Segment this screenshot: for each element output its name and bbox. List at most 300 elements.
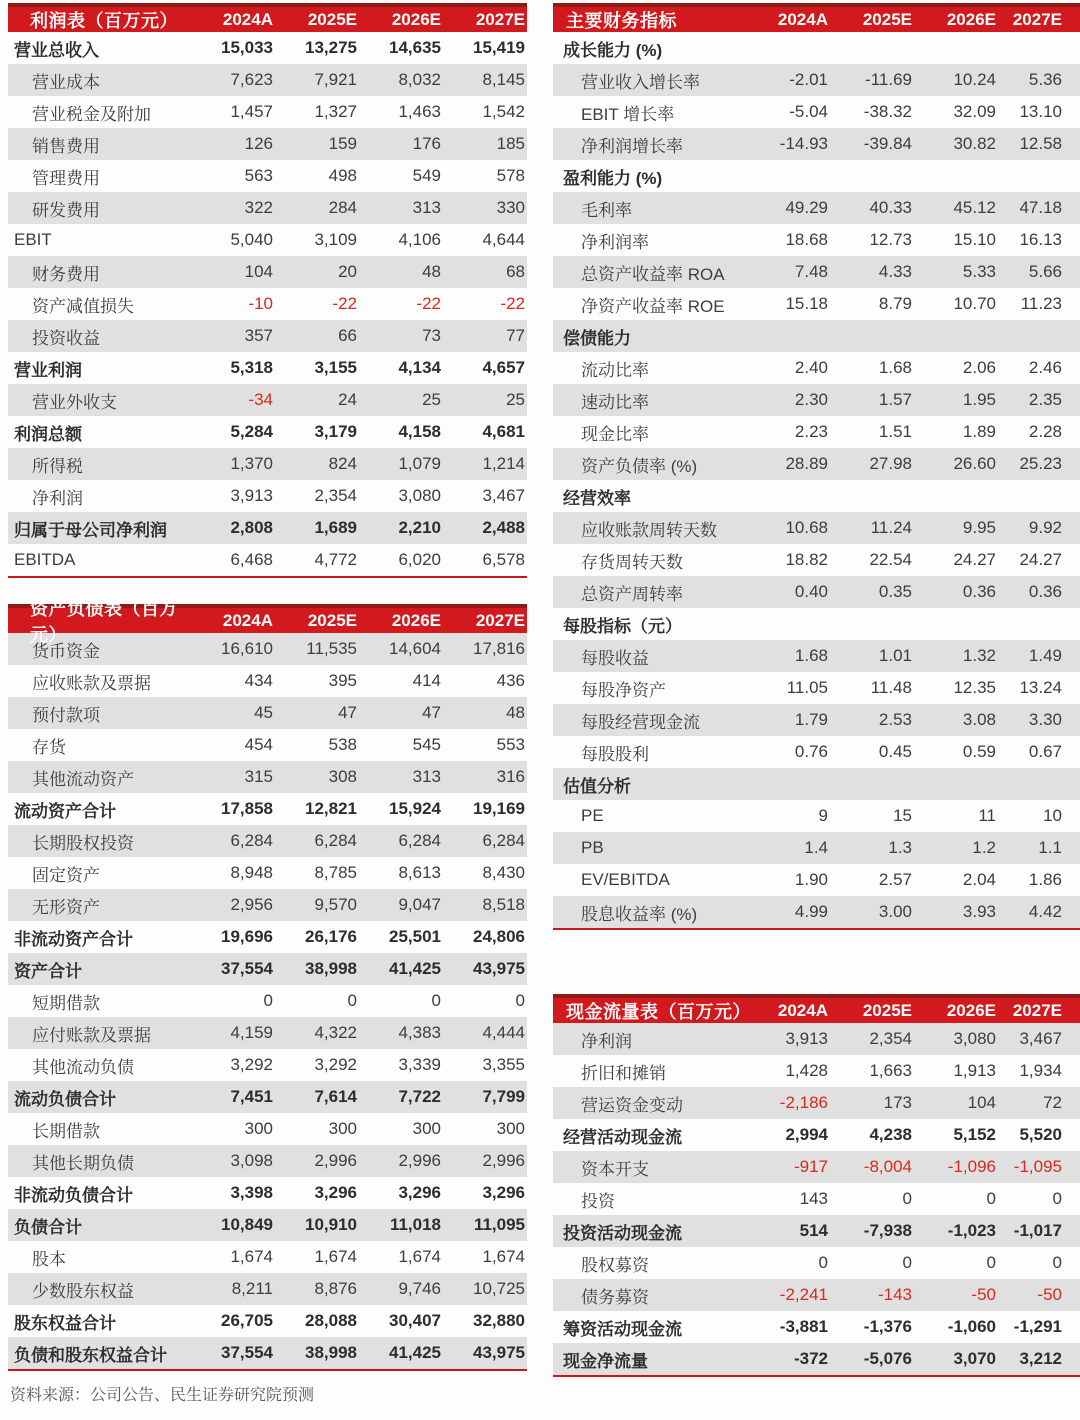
cell-value: 8,032 bbox=[398, 70, 441, 89]
cell-value: 11.24 bbox=[870, 518, 912, 537]
cell-value: 1.79 bbox=[794, 710, 828, 729]
cell-value: 17,816 bbox=[473, 639, 525, 658]
cell-value: 38,998 bbox=[305, 1343, 357, 1362]
table-row bbox=[8, 1337, 527, 1369]
cell-value: 0 bbox=[1052, 1253, 1062, 1272]
cell-value: 0 bbox=[986, 1253, 996, 1272]
cell-value: 1,542 bbox=[482, 102, 525, 121]
row-label: 营业成本 bbox=[32, 72, 100, 92]
cell-value: 0 bbox=[431, 991, 441, 1010]
cell-value: 47.18 bbox=[1019, 198, 1062, 217]
row-label: 销售费用 bbox=[32, 136, 100, 156]
cell-value: 3,109 bbox=[314, 230, 357, 249]
cell-value: 22.54 bbox=[869, 550, 912, 569]
cell-value: 7,799 bbox=[482, 1087, 525, 1106]
cell-value: 16.13 bbox=[1019, 230, 1062, 249]
cell-value: 0 bbox=[818, 1253, 828, 1272]
cell-value: 26.60 bbox=[953, 454, 996, 473]
row-label: 长期股权投资 bbox=[32, 833, 134, 853]
cell-value: 10.24 bbox=[953, 70, 996, 89]
table-row bbox=[8, 384, 527, 416]
cell-value: 10,849 bbox=[221, 1215, 273, 1234]
table-row bbox=[8, 448, 527, 480]
row-label: 每股经营现金流 bbox=[581, 712, 700, 732]
table-row bbox=[8, 288, 527, 320]
table-row bbox=[8, 256, 527, 288]
table-row bbox=[553, 288, 1080, 320]
column-header: 2024A bbox=[222, 9, 273, 29]
row-label: 其他流动负债 bbox=[32, 1057, 134, 1077]
cell-value: 4,772 bbox=[314, 550, 357, 569]
cell-value: -5.04 bbox=[789, 102, 828, 121]
table-row bbox=[553, 640, 1080, 672]
cell-value: 2.06 bbox=[962, 358, 996, 377]
row-label: 投资收益 bbox=[32, 328, 100, 348]
row-label: 短期借款 bbox=[32, 993, 100, 1013]
cell-value: -22 bbox=[332, 294, 357, 313]
cell-value: 1,913 bbox=[953, 1061, 996, 1080]
cell-value: 143 bbox=[799, 1189, 828, 1208]
cell-value: 330 bbox=[496, 198, 525, 217]
cell-value: -143 bbox=[877, 1285, 912, 1304]
table-row bbox=[553, 352, 1080, 384]
table-row bbox=[553, 800, 1080, 832]
cell-value: 434 bbox=[244, 671, 273, 690]
table-row bbox=[553, 1119, 1080, 1151]
cell-value: 45.12 bbox=[953, 198, 996, 217]
cell-value: 5,284 bbox=[230, 422, 273, 441]
table-row bbox=[8, 1113, 527, 1145]
table-row bbox=[8, 697, 527, 729]
cell-value: 8,613 bbox=[398, 863, 441, 882]
cell-value: 1.49 bbox=[1028, 646, 1062, 665]
cell-value: 538 bbox=[328, 735, 357, 754]
row-label: EBITDA bbox=[14, 550, 76, 569]
row-label: PE bbox=[581, 806, 604, 825]
cell-value: 0.45 bbox=[878, 742, 912, 761]
table-row bbox=[553, 256, 1080, 288]
cell-value: 12.58 bbox=[1019, 134, 1062, 153]
cell-value: 77 bbox=[506, 326, 525, 345]
cell-value: 16,610 bbox=[221, 639, 273, 658]
cell-value: 9.95 bbox=[962, 518, 996, 537]
cell-value: 12.73 bbox=[869, 230, 912, 249]
table-row bbox=[8, 761, 527, 793]
cell-value: 0.40 bbox=[794, 582, 828, 601]
table-row bbox=[553, 512, 1080, 544]
cell-value: 8,211 bbox=[231, 1279, 273, 1298]
cell-value: 10.70 bbox=[953, 294, 996, 313]
column-header: 2024A bbox=[777, 1000, 828, 1020]
cell-value: 4,681 bbox=[482, 422, 525, 441]
cell-value: 3,098 bbox=[230, 1151, 273, 1170]
table-header bbox=[553, 994, 1080, 1023]
cell-value: 0 bbox=[902, 1253, 912, 1272]
cell-value: -2.01 bbox=[789, 70, 828, 89]
cell-value: -1,096 bbox=[947, 1157, 996, 1176]
table-row bbox=[8, 352, 527, 384]
cell-value: 8,876 bbox=[314, 1279, 357, 1298]
cell-value: 3,296 bbox=[314, 1183, 357, 1202]
cell-value: 104 bbox=[244, 262, 273, 281]
row-label: 所得税 bbox=[32, 456, 83, 476]
cell-value: 32.09 bbox=[953, 102, 996, 121]
cell-value: 3.30 bbox=[1028, 710, 1062, 729]
cell-value: 2.28 bbox=[1028, 422, 1062, 441]
cell-value: 1.57 bbox=[878, 390, 912, 409]
cell-value: 30,407 bbox=[389, 1311, 441, 1330]
column-header: 2026E bbox=[946, 9, 996, 29]
table-row bbox=[553, 224, 1080, 256]
row-label: 股本 bbox=[32, 1249, 66, 1269]
cell-value: 9.92 bbox=[1028, 518, 1062, 537]
cell-value: 0.36 bbox=[1028, 582, 1062, 601]
cell-value: -8,004 bbox=[863, 1157, 912, 1176]
row-label: 股权募资 bbox=[581, 1255, 649, 1275]
cell-value: 454 bbox=[244, 735, 273, 754]
cell-value: 3,296 bbox=[482, 1183, 525, 1202]
cell-value: 185 bbox=[496, 134, 525, 153]
right-column bbox=[553, 3, 1080, 1377]
table-row bbox=[8, 224, 527, 256]
cell-value: 4.99 bbox=[794, 902, 828, 921]
row-label: 投资 bbox=[581, 1191, 615, 1211]
cell-value: 37,554 bbox=[221, 1343, 273, 1362]
cell-value: 1.90 bbox=[794, 870, 828, 889]
cell-value: 5,040 bbox=[230, 230, 273, 249]
cell-value: -1,017 bbox=[1013, 1221, 1062, 1240]
row-label: 资产负债率 (%) bbox=[581, 456, 698, 476]
cell-value: 73 bbox=[422, 326, 441, 345]
row-label: 现金比率 bbox=[581, 424, 649, 444]
cash-flow-statement-table bbox=[553, 994, 1080, 1377]
cell-value: 26,176 bbox=[305, 927, 357, 946]
cell-value: 2,994 bbox=[785, 1125, 828, 1144]
cell-value: 1,689 bbox=[314, 518, 357, 537]
cell-value: 48 bbox=[422, 262, 441, 281]
cell-value: 0.67 bbox=[1028, 742, 1062, 761]
cell-value: 3,070 bbox=[953, 1349, 996, 1368]
cell-value: 3,467 bbox=[482, 486, 525, 505]
table-row bbox=[553, 64, 1080, 96]
cell-value: 43,975 bbox=[473, 1343, 525, 1362]
row-label: 非流动负债合计 bbox=[14, 1185, 133, 1205]
section-row bbox=[553, 608, 1080, 640]
row-label: 债务募资 bbox=[581, 1287, 649, 1307]
table-header bbox=[8, 3, 527, 32]
cell-value: -34 bbox=[248, 390, 273, 409]
source-note: 资料来源：公司公告、民生证券研究院预测 bbox=[10, 1387, 315, 1404]
cell-value: 6,284 bbox=[398, 831, 441, 850]
cell-value: 5.66 bbox=[1028, 262, 1062, 281]
cell-value: -22 bbox=[500, 294, 525, 313]
row-label: 净利润 bbox=[581, 1031, 632, 1051]
column-header: 2027E bbox=[1012, 1000, 1062, 1020]
cell-value: 1,674 bbox=[398, 1247, 441, 1266]
table-row bbox=[553, 1087, 1080, 1119]
table-title: 主要财务指标 bbox=[566, 10, 677, 31]
table-row bbox=[8, 665, 527, 697]
section-row bbox=[553, 160, 1080, 192]
table-row bbox=[553, 448, 1080, 480]
cell-value: 2,210 bbox=[398, 518, 441, 537]
cell-value: 25,501 bbox=[389, 927, 441, 946]
cell-value: 104 bbox=[967, 1093, 996, 1112]
cell-value: 19,169 bbox=[473, 799, 525, 818]
cell-value: 313 bbox=[412, 198, 441, 217]
cell-value: 1,079 bbox=[398, 454, 441, 473]
row-label: 负债合计 bbox=[14, 1217, 82, 1237]
table-row bbox=[553, 192, 1080, 224]
cell-value: 8,430 bbox=[482, 863, 525, 882]
cell-value: 0 bbox=[1052, 1189, 1062, 1208]
cell-value: 25 bbox=[506, 390, 525, 409]
row-label: 资产合计 bbox=[14, 961, 82, 981]
table-row bbox=[553, 416, 1080, 448]
cell-value: 11.48 bbox=[870, 678, 912, 697]
cell-value: -11.69 bbox=[865, 70, 912, 89]
table-header bbox=[8, 598, 527, 645]
cell-value: 1,457 bbox=[230, 102, 273, 121]
cell-value: 300 bbox=[328, 1119, 357, 1138]
row-label: 少数股东权益 bbox=[32, 1281, 134, 1301]
cell-value: 7,614 bbox=[314, 1087, 357, 1106]
row-label: 现金净流量 bbox=[563, 1351, 648, 1371]
cell-value: 3,080 bbox=[953, 1029, 996, 1048]
cell-value: 2,996 bbox=[398, 1151, 441, 1170]
cell-value: 10 bbox=[1043, 806, 1062, 825]
cell-value: 11 bbox=[978, 806, 996, 825]
cell-value: 2,956 bbox=[230, 895, 273, 914]
row-label: 速动比率 bbox=[581, 392, 649, 412]
cell-value: 3,913 bbox=[230, 486, 273, 505]
row-label: 偿债能力 bbox=[563, 328, 631, 348]
table-row bbox=[553, 1247, 1080, 1279]
cell-value: 3,212 bbox=[1019, 1349, 1062, 1368]
cell-value: 3,467 bbox=[1019, 1029, 1062, 1048]
cell-value: -917 bbox=[793, 1157, 828, 1176]
cell-value: 126 bbox=[244, 134, 273, 153]
cell-value: 2.46 bbox=[1028, 358, 1062, 377]
table-row bbox=[8, 729, 527, 761]
table-row bbox=[8, 889, 527, 921]
cell-value: 48 bbox=[506, 703, 525, 722]
cell-value: 308 bbox=[328, 767, 357, 786]
cell-value: 47 bbox=[422, 703, 441, 722]
cell-value: 8,948 bbox=[230, 863, 273, 882]
table-row bbox=[8, 633, 527, 665]
table-row bbox=[8, 825, 527, 857]
cell-value: 26,705 bbox=[221, 1311, 273, 1330]
cell-value: 1.2 bbox=[972, 838, 996, 857]
row-label: 净利润率 bbox=[581, 232, 649, 252]
cell-value: 4.33 bbox=[878, 262, 912, 281]
cell-value: 7,451 bbox=[230, 1087, 273, 1106]
row-label: 存货 bbox=[32, 737, 66, 757]
table-row bbox=[553, 1311, 1080, 1343]
cell-value: 4,134 bbox=[398, 358, 441, 377]
cell-value: 5,520 bbox=[1019, 1125, 1062, 1144]
cell-value: 2.53 bbox=[878, 710, 912, 729]
row-label: 资本开支 bbox=[581, 1159, 649, 1179]
cell-value: 5,152 bbox=[953, 1125, 996, 1144]
cell-value: 414 bbox=[412, 671, 441, 690]
table-rows bbox=[553, 1023, 1080, 1375]
row-label: 每股指标（元） bbox=[563, 616, 682, 636]
cell-value: 9 bbox=[818, 806, 828, 825]
cell-value: 15,419 bbox=[473, 38, 525, 57]
cell-value: 8,518 bbox=[482, 895, 525, 914]
cell-value: 19,696 bbox=[221, 927, 273, 946]
cell-value: 3,080 bbox=[398, 486, 441, 505]
cell-value: 578 bbox=[496, 166, 525, 185]
cell-value: 357 bbox=[244, 326, 273, 345]
cell-value: 68 bbox=[506, 262, 525, 281]
cell-value: 25 bbox=[422, 390, 441, 409]
table-row bbox=[8, 512, 527, 544]
cell-value: 4.42 bbox=[1028, 902, 1062, 921]
cell-value: -14.93 bbox=[779, 134, 828, 153]
cell-value: 2,996 bbox=[314, 1151, 357, 1170]
cell-value: 1.32 bbox=[962, 646, 996, 665]
table-row bbox=[8, 96, 527, 128]
row-label: 每股收益 bbox=[581, 648, 649, 668]
cell-value: -1,023 bbox=[947, 1221, 996, 1240]
cell-value: 28.89 bbox=[785, 454, 828, 473]
cell-value: 4,657 bbox=[482, 358, 525, 377]
cell-value: 0.35 bbox=[878, 582, 912, 601]
cell-value: 159 bbox=[328, 134, 357, 153]
row-label: EV/EBITDA bbox=[581, 870, 670, 889]
cell-value: 2.23 bbox=[794, 422, 828, 441]
cell-value: 6,284 bbox=[482, 831, 525, 850]
cell-value: 2.30 bbox=[794, 390, 828, 409]
cell-value: 1.01 bbox=[878, 646, 912, 665]
cell-value: 15,924 bbox=[389, 799, 441, 818]
cell-value: 176 bbox=[412, 134, 441, 153]
row-label: 净资产收益率 ROE bbox=[581, 296, 725, 316]
row-label: 股东权益合计 bbox=[14, 1313, 116, 1333]
cell-value: 2,354 bbox=[869, 1029, 912, 1048]
cell-value: 38,998 bbox=[305, 959, 357, 978]
cell-value: 15.10 bbox=[953, 230, 996, 249]
row-label: 管理费用 bbox=[32, 168, 100, 188]
cell-value: 6,468 bbox=[230, 550, 273, 569]
row-label: PB bbox=[581, 838, 604, 857]
cell-value: 4,238 bbox=[869, 1125, 912, 1144]
cell-value: 173 bbox=[883, 1093, 912, 1112]
cell-value: 315 bbox=[244, 767, 273, 786]
row-label: 长期借款 bbox=[32, 1121, 100, 1141]
table-row bbox=[8, 1305, 527, 1337]
table-row bbox=[553, 96, 1080, 128]
cell-value: 2.57 bbox=[878, 870, 912, 889]
row-label: 经营活动现金流 bbox=[563, 1127, 682, 1147]
table-rows bbox=[8, 32, 527, 576]
cell-value: 18.82 bbox=[785, 550, 828, 569]
cell-value: 5.36 bbox=[1028, 70, 1062, 89]
cell-value: 545 bbox=[412, 735, 441, 754]
table-row bbox=[553, 832, 1080, 864]
column-header: 2026E bbox=[391, 9, 441, 29]
table-row bbox=[8, 128, 527, 160]
table-row bbox=[8, 857, 527, 889]
section-row bbox=[553, 320, 1080, 352]
table-row bbox=[553, 864, 1080, 896]
cell-value: 66 bbox=[338, 326, 357, 345]
cell-value: 49.29 bbox=[785, 198, 828, 217]
cell-value: 0.76 bbox=[794, 742, 828, 761]
row-label: 货币资金 bbox=[32, 641, 100, 661]
cell-value: 2.40 bbox=[794, 358, 828, 377]
cell-value: 37,554 bbox=[221, 959, 273, 978]
cell-value: -39.84 bbox=[863, 134, 912, 153]
income-statement-table bbox=[8, 3, 527, 578]
row-label: 盈利能力 (%) bbox=[563, 168, 663, 188]
table-row bbox=[553, 576, 1080, 608]
cell-value: 1,663 bbox=[869, 1061, 912, 1080]
table-row bbox=[553, 384, 1080, 416]
cell-value: 13.24 bbox=[1019, 678, 1062, 697]
cell-value: 72 bbox=[1043, 1093, 1062, 1112]
row-label: 每股股利 bbox=[581, 744, 649, 764]
cell-value: 514 bbox=[799, 1221, 828, 1240]
cell-value: 24 bbox=[338, 390, 357, 409]
cell-value: 0.36 bbox=[962, 582, 996, 601]
cell-value: 3.93 bbox=[962, 902, 996, 921]
cell-value: 7,722 bbox=[398, 1087, 441, 1106]
row-label: 经营效率 bbox=[563, 488, 631, 508]
cell-value: 436 bbox=[496, 671, 525, 690]
cell-value: 40.33 bbox=[869, 198, 912, 217]
cell-value: 45 bbox=[254, 703, 273, 722]
table-rows bbox=[8, 633, 527, 1369]
cell-value: 3,339 bbox=[398, 1055, 441, 1074]
cell-value: 4,644 bbox=[482, 230, 525, 249]
cell-value: 1,934 bbox=[1019, 1061, 1062, 1080]
cell-value: 3.08 bbox=[962, 710, 996, 729]
column-header: 2025E bbox=[307, 9, 357, 29]
cell-value: 24,806 bbox=[473, 927, 525, 946]
cell-value: 41,425 bbox=[389, 959, 441, 978]
cell-value: -2,241 bbox=[779, 1285, 828, 1304]
cell-value: 1,214 bbox=[482, 454, 525, 473]
row-label: 营业外收支 bbox=[32, 392, 117, 412]
row-label: 折旧和摊销 bbox=[581, 1063, 666, 1083]
section-row bbox=[553, 480, 1080, 512]
row-label: 资产减值损失 bbox=[32, 296, 134, 316]
table-row bbox=[553, 1055, 1080, 1087]
row-label: 预付款项 bbox=[32, 705, 100, 725]
table-row bbox=[8, 793, 527, 825]
table-row bbox=[8, 1273, 527, 1305]
cell-value: 2.04 bbox=[962, 870, 996, 889]
row-label: 非流动资产合计 bbox=[14, 929, 133, 949]
cell-value: 1,674 bbox=[230, 1247, 273, 1266]
cell-value: 9,570 bbox=[314, 895, 357, 914]
cell-value: 3,292 bbox=[314, 1055, 357, 1074]
table-row bbox=[8, 160, 527, 192]
row-label: 无形资产 bbox=[32, 897, 100, 917]
cell-value: 3,398 bbox=[230, 1183, 273, 1202]
cell-value: 2,354 bbox=[314, 486, 357, 505]
cell-value: 4,383 bbox=[398, 1023, 441, 1042]
cell-value: 3.00 bbox=[878, 902, 912, 921]
table-row bbox=[8, 953, 527, 985]
left-column bbox=[8, 3, 527, 1405]
row-label: 其他长期负债 bbox=[32, 1153, 134, 1173]
row-label: 成长能力 (%) bbox=[563, 40, 663, 60]
